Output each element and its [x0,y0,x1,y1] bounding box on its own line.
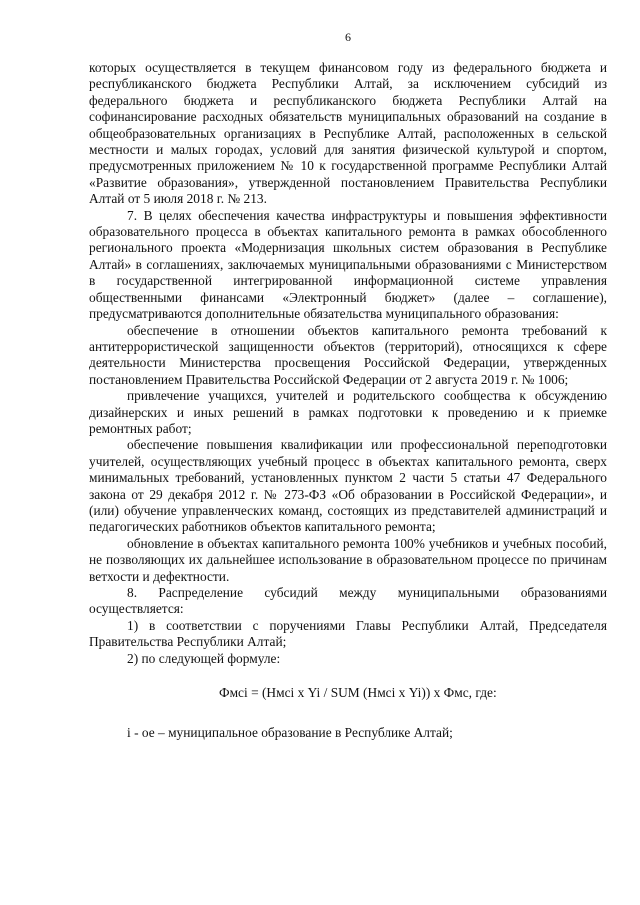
formula: Фмсi = (Нмсi х Yi / SUM (Нмсi х Yi)) х Фмс, где: [219,685,497,701]
paragraph-8-item-2: 2) по следующей формуле: [127,650,281,666]
paragraph-continuation: которых осуществляется в текущем финансовом году из федерального бюджета и республиканского бюджета Республики Алтай, за исключением субсидий из федерального бюджета и республиканского бюджета Республики Алтай на софинансирование расходных обязательств муниципальных образований на создание в общеобразовательных организациях в Республике Алтай, расположенных в сельской местности и малых городах, условий для занятия физической культурой и спортом, предусмотренных приложением № 10 к государственной программе Республики Алтай «Развитие образования», утвержденной постановлением Правительства Республики Алтай от 5 июля 2018 г. № 213. [89,60,607,207]
paragraph-8-item-1: 1) в соответствии с поручениями Главы Республики Алтай, Председателя Правительства Республики Алтай; [89,617,607,650]
paragraph-antiterror: обеспечение в отношении объектов капитального ремонта требований к антитеррористической защищенности объектов (территорий), относящихся к сфере деятельности Министерства просвещения Российской Федерации, утвержденных постановлением Правительства Российской Федерации от 2 августа 2019 г. № 1006; [89,322,607,387]
paragraph-7: 7. В целях обеспечения качества инфраструктуры и повышения эффективности образовательного процесса в объектах капитального ремонта в рамках обособленного регионального проекта «Модернизация школьных систем образования в Республике Алтай» в соглашениях, заключаемых муниципальными образованиями с Министерством в государственной интегрированной информационной системе управления общественными финансами «Электронный бюджет» (далее – соглашение), предусматриваются дополнительные обязательства муниципального образования: [89,207,607,322]
paragraph-qualification: обеспечение повышения квалификации или профессиональной переподготовки учителей, осуществляющих учебный процесс в объектах капитального ремонта, сверх минимальных требований, установленных пунктом 2 части 5 статьи 47 Федерального закона от 29 декабря 2012 г. № 273-ФЗ «Об образовании в Российской Федерации», и (или) обучение управленческих команд, состоящих из представителей администраций и педагогических работников объектов капитального ремонта; [89,437,607,535]
paragraph-8: 8. Распределение субсидий между муниципальными образованиями осуществляется: [89,585,607,617]
paragraph-involvement: привлечение учащихся, учителей и родительского сообщества к обсуждению дизайнерских и иных решений в рамках подготовки к проведению и к приемке ремонтных работ; [89,388,607,436]
paragraph-definition-i: i - ое – муниципальное образование в Республике Алтай; [127,725,453,741]
page-number: 6 [345,30,351,44]
paragraph-textbooks: обновление в объектах капитального ремонта 100% учебников и учебных пособий, не позволяющих их дальнейшее использование в образовательном процессе по причинам ветхости и дефектности. [89,535,607,584]
